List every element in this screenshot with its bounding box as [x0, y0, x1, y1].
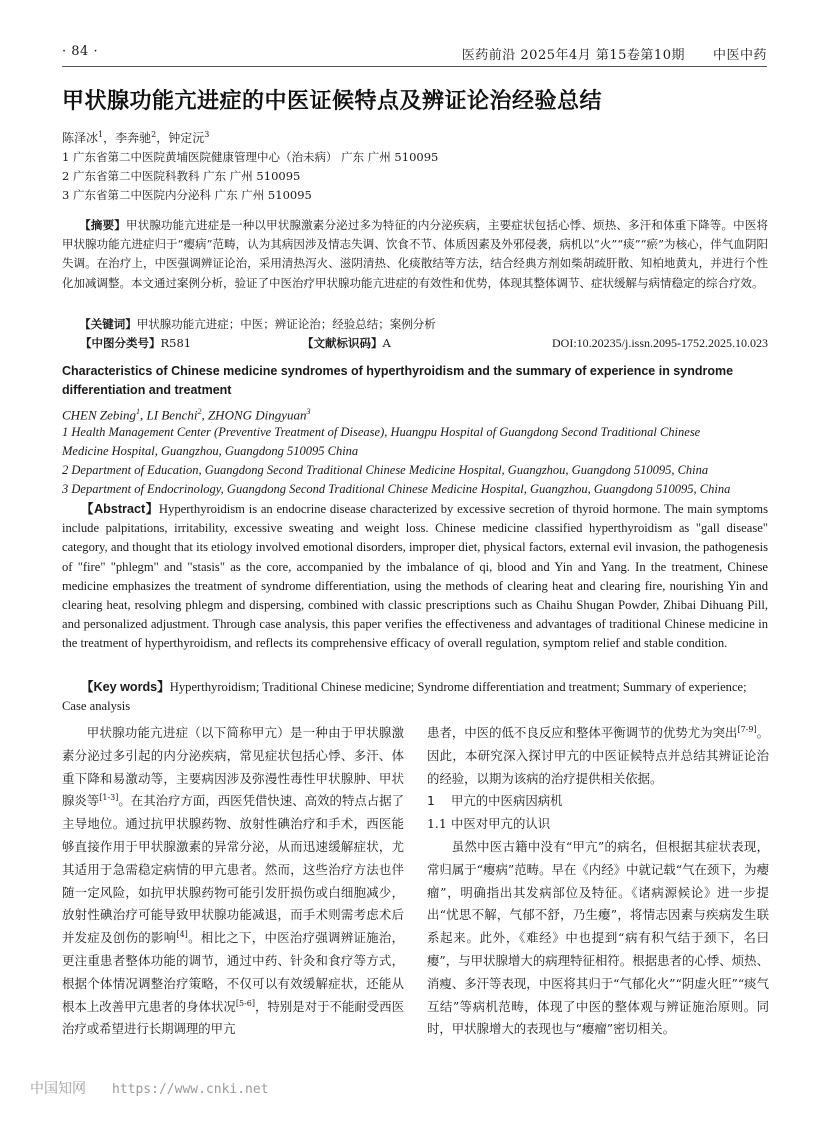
keywords-text: Hyperthyroidism; Traditional Chinese medicine; Syndrome differentiation and treatment; Summary of experience; Case analysis	[62, 680, 747, 714]
abstract-text: 甲状腺功能亢进症是一种以甲状腺激素分泌过多为特征的内分泌疾病，主要症状包括心悸、烦热、多汗和体重下降等。中医将甲状腺功能亢进症归于“瘿病”范畴，认为其病因涉及情志失调、饮食不节、体质因素及外邪侵袭，病机以“火”“痰”“瘀”为核心，伴气血阴阳失调。在治疗上，中医强调辨证论治，采用清热泻火、滋阴清热、化痰散结等方法，结合经典方剂如柴胡疏肝散、知柏地黄丸，并进行个性化加减调整。本文通过案例分析，验证了中医治疗甲状腺功能亢进症的有效性和优势，体现其整体调节、症状缓解与病情稳定的综合疗效。	[62, 218, 769, 290]
keywords-label: 【关键词】	[79, 317, 137, 331]
author-separator: ,	[201, 407, 208, 423]
journal-info	[462, 44, 767, 63]
affiliation-line: 1 广东省第二中医院黄埔医院健康管理中心（治未病） 广东 广州 510095	[62, 150, 439, 164]
author-affil-mark: 3	[306, 407, 311, 416]
body-column-left	[62, 722, 404, 1041]
paragraph	[62, 722, 404, 1041]
citation[interactable]: [1-3]	[99, 793, 119, 803]
abstract-label: 【摘要】	[79, 218, 126, 232]
english-title: Characteristics of Chinese medicine syndromes of hyperthyroidism and the summary of experience in syndrome differentiation and treatment	[62, 364, 734, 397]
doi[interactable]: DOI:10.20235/j.issn.2095-1752.2025.10.023	[552, 336, 768, 350]
text-run: 患者，中医的低不良反应和整体平衡调节的优势尤为突出	[427, 725, 738, 740]
classification-row	[62, 334, 768, 353]
citation[interactable]: [5-6]	[235, 998, 255, 1008]
abstract-en	[62, 500, 768, 654]
affiliations-cn	[62, 148, 438, 205]
doc-value: A	[382, 336, 391, 350]
affiliation-line: 3 广东省第二中医院内分泌科 广东 广州 510095	[62, 188, 312, 202]
author-name: 陈泽冰	[62, 131, 99, 145]
author-affil-mark: 2	[197, 407, 202, 416]
subsection-number: 1.1	[427, 816, 447, 832]
running-header	[62, 40, 767, 67]
affiliation-line: 2 广东省第二中医院科教科 广东 广州 510095	[62, 169, 301, 183]
text-run: 。相比之下，中医治疗强调辨证施治，更注重患者整体功能的调节，通过中药、针灸和食疗等方式，根据个体情况调整治疗策略，不仅可以有效缓解症状，还能从根本上改善甲亢患者的身体状况	[62, 930, 405, 1014]
cnki-url[interactable]: https://www.cnki.net	[112, 1082, 269, 1097]
author-name: 钟定沅	[168, 131, 205, 145]
section-heading	[427, 790, 769, 813]
subsection-heading	[427, 813, 769, 836]
section-number: 1	[427, 793, 435, 809]
text-run: 。在其治疗方面，西医凭借快速、高效的特点占据了主导地位。通过抗甲状腺药物、放射性碘治疗和手术，西医能够直接作用于甲状腺激素的异常分泌，从而迅速缓解症状，尤其适用于急需稳定病情的甲亢患者。然而，这些治疗方法也伴随一定风险，如抗甲状腺药物可能引发肝损伤或白细胞减少，放射性碘治疗可能导致甲状腺功能减退，而手术则需考虑术后并发症及创伤的影响	[62, 793, 405, 946]
paragraph	[427, 722, 769, 790]
author-name: 李奔驰	[115, 131, 152, 145]
page-number: · 84 ·	[62, 44, 99, 59]
author-name: ZHONG Dingyuan	[207, 407, 307, 423]
author-name: CHEN Zebing	[62, 407, 137, 423]
keywords-text: 甲状腺功能亢进症；中医；辨证论治；经验总结；案例分析	[136, 317, 436, 331]
author-affil-mark: 1	[98, 130, 104, 139]
keywords-cn	[62, 315, 768, 334]
author-separator: ，	[103, 131, 116, 145]
journal-issue: 医药前沿 2025年4月 第15卷第10期	[461, 48, 685, 63]
affiliation-line: Medicine Hospital, Guangzhou, Guangdong 510095 China	[62, 444, 359, 458]
section-name: 中医中药	[712, 48, 767, 63]
authors-en	[62, 403, 311, 424]
cnki-logo: 中国知网	[30, 1081, 86, 1097]
abstract-text: Hyperthyroidism is an endocrine disease characterized by excessive secretion of thyroid hormone. The main symptoms include palpitations, irritability, excessive sweating and weight loss. Chinese medicine classified hyperthyroidism as "gall disease" category, and thought that its etiology involved emotional disorders, improper diet, physical factors, external evil invasion, the pathogenesis of "fire" "phlegm" and "stasis" as the core, accompanied by the imbalance of qi, blood and Yin and Yang. In the treatment, Chinese medicine emphasizes the treatment of syndrome differentiation, using the methods of clearing heat and clearing fire, nourishing Yin and clearing heat, resolving phlegm and dispersing, combined with classic prescriptions such as Chaihu Shugan Powder, Zhibai Dihuang Pill, and personalized adjustment. Through case analysis, this paper verifies the effectiveness and advantages of traditional Chinese medicine in the treatment of hyperthyroidism, and reflects its comprehensive efficacy of overall regulation, symptom relief and stable condition.	[62, 502, 768, 651]
text-run: 。因此，本研究深入探讨甲亢的中医证候特点并总结其辨证论治的经验，以期为该病的治疗提供相关依据。	[427, 725, 770, 786]
author-affil-mark: 3	[204, 130, 210, 139]
clc-code	[80, 334, 191, 353]
citation[interactable]: [4]	[176, 930, 188, 940]
text-run: 甲状腺功能亢进症（以下简称甲亢）是一种由于甲状腺激素分泌过多引起的内分泌疾病，常见症状包括心悸、多汗、体重下降和易激动等，主要病因涉及弥漫性毒性甲状腺肿、甲状腺炎等	[62, 725, 404, 809]
text-run: ，特别是对于不能耐受西医治疗或希望进行长期调理的甲亢	[62, 998, 405, 1037]
author-separator: ,	[140, 407, 147, 423]
clc-value: R581	[160, 336, 192, 350]
abstract-label: 【Abstract】	[80, 502, 159, 516]
authors-cn	[62, 125, 209, 148]
article-title: 甲状腺功能亢进症的中医证候特点及辨证论治经验总结	[62, 89, 603, 114]
doc-label: 【文献标识码】	[302, 336, 383, 350]
author-separator: ，	[156, 131, 169, 145]
author-name: LI Benchi	[146, 407, 198, 423]
author-affil-mark: 1	[136, 407, 141, 416]
affiliation-line: 3 Department of Endocrinology, Guangdong Second Traditional Chinese Medicine Hospital, Guangzhou, Guangdong 510095, China	[62, 482, 731, 496]
section-title: 甲亢的中医病因病机	[451, 793, 563, 809]
affiliation-line: 2 Department of Education, Guangdong Second Traditional Chinese Medicine Hospital, Guangzhou, Guangdong 510095, China	[62, 463, 709, 477]
clc-label: 【中图分类号】	[80, 336, 161, 350]
body-column-right	[427, 722, 769, 1041]
citation[interactable]: [7-9]	[737, 725, 757, 734]
subsection-title: 中医对甲亢的认识	[451, 816, 551, 832]
abstract-cn	[62, 216, 768, 293]
watermark-footer	[30, 1078, 269, 1098]
keywords-en	[62, 678, 768, 716]
affiliation-line: 1 Health Management Center (Preventive Treatment of Disease), Huangpu Hospital of Guangdong Second Traditional Chinese	[62, 425, 701, 439]
paragraph: 虽然中医古籍中没有“甲亢”的病名，但根据其症状表现，常归属于“瘿病”范畴。早在《内经》中就记载“气在颈下，为瘿瘤”，明确指出其发病部位及特征。《诸病源候论》进一步提出“忧思不解，气郁不舒，乃生瘿”，将情志因素与疾病发生联系起来。此外，《难经》中也提到“病有积气结于颈下，名曰瘿”，与甲状腺增大的病理特征相符。根据患者的心悸、烦热、消瘦、多汗等表现，中医将其归于“气郁化火”“阴虚火旺”“痰气互结”等病机范畴，体现了中医的整体观与辨证施治原则。同时，甲状腺增大的表现也与“瘿瘤”密切相关。	[427, 838, 769, 1037]
author-affil-mark: 2	[151, 130, 157, 139]
keywords-label: 【Key words】	[80, 680, 170, 694]
document-code	[302, 334, 391, 353]
affiliations-en	[62, 423, 770, 499]
